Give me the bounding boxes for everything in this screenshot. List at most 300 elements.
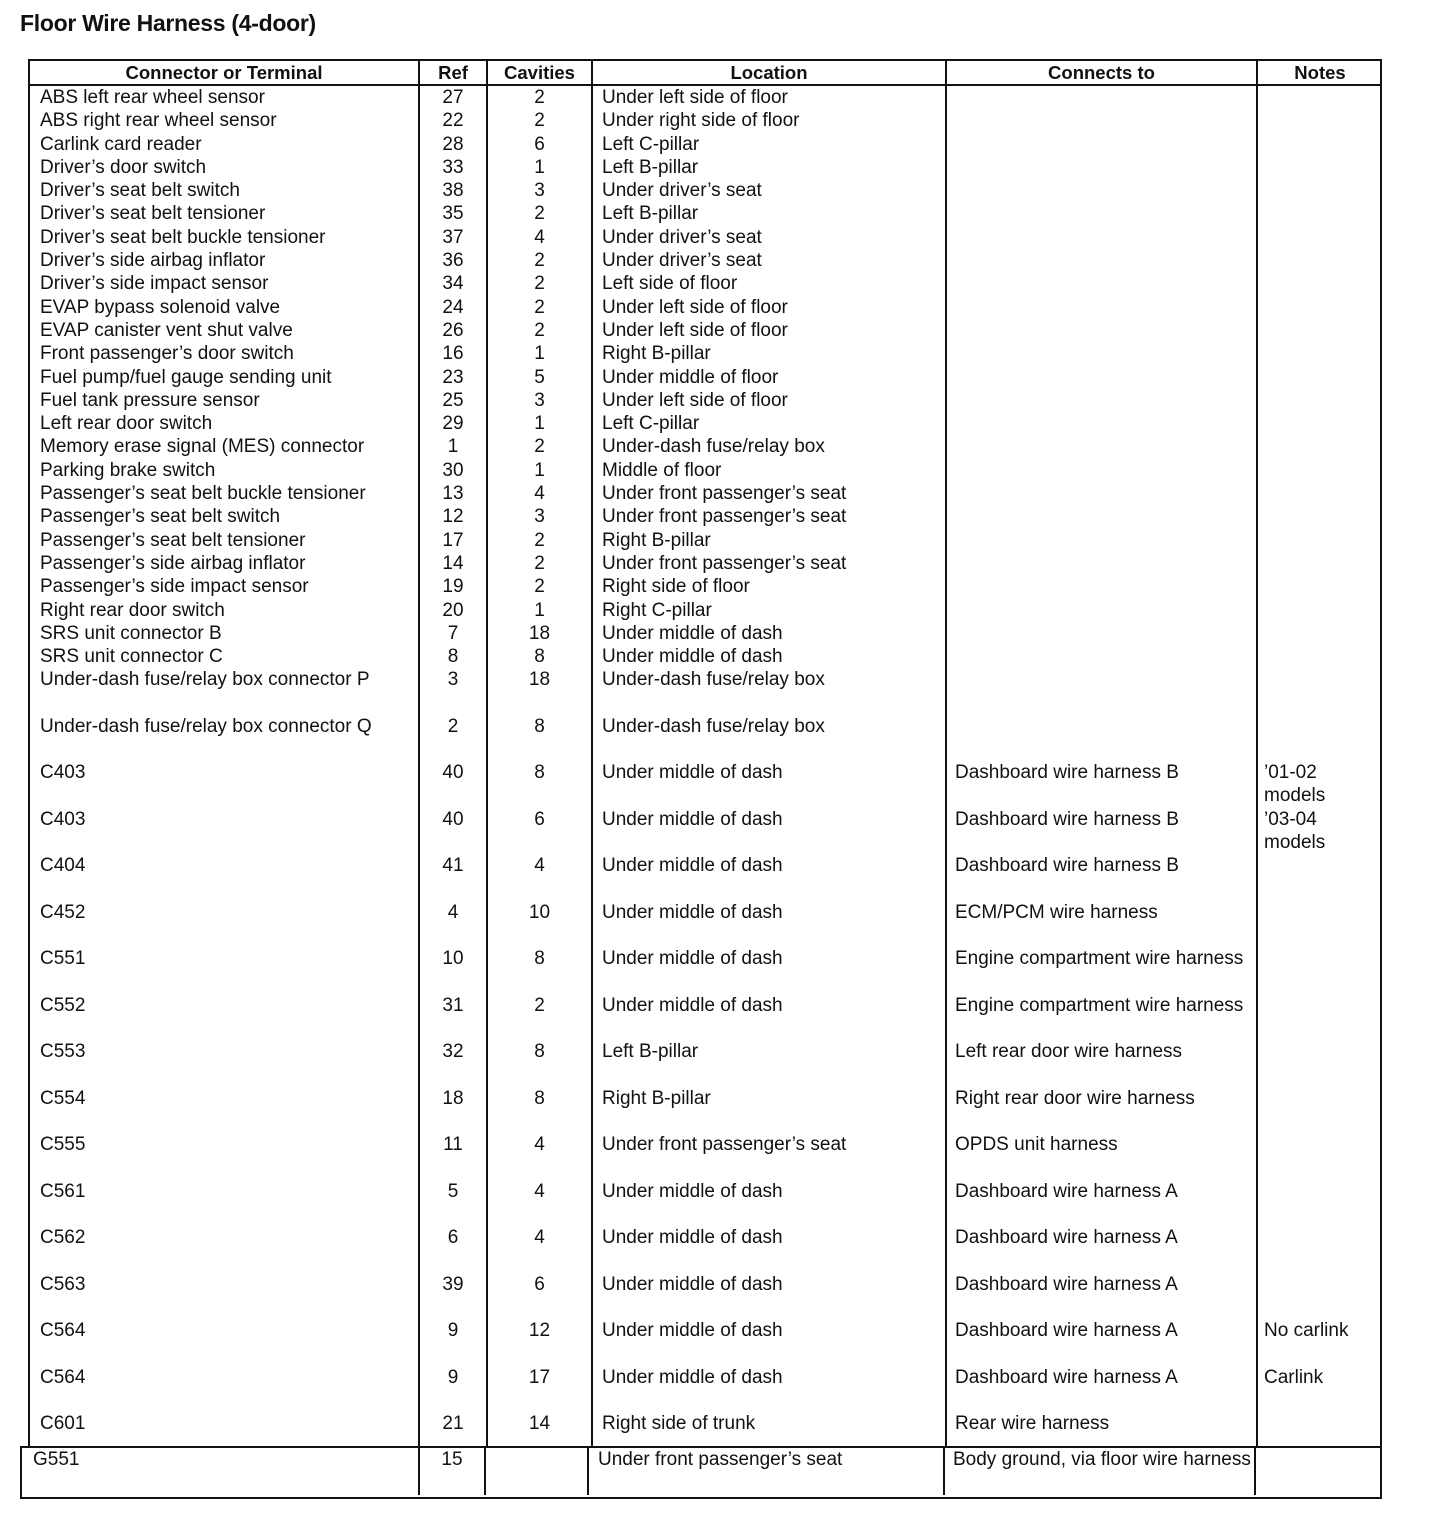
cell-cavities: 2 <box>487 319 592 342</box>
table-row <box>30 366 1382 389</box>
table-row <box>30 808 1382 855</box>
cell-connector: C404 <box>40 855 86 877</box>
cell-connector: Carlink card reader <box>40 133 202 155</box>
cell-ref: 40 <box>419 808 487 855</box>
cell-connector: EVAP canister vent shut valve <box>40 319 293 341</box>
cell-connector: Passenger’s seat belt switch <box>40 506 281 528</box>
cell-ref: 8 <box>419 645 487 668</box>
cell-cavities: 5 <box>487 366 592 389</box>
cell-location: Right B-pillar <box>592 1087 946 1134</box>
cell-notes <box>1257 342 1382 365</box>
column-header-ref: Ref <box>419 61 487 85</box>
cell-connects-to <box>946 319 1257 342</box>
cell-location: Right side of floor <box>592 575 946 598</box>
cell-cavities: 2 <box>487 109 592 132</box>
cell-location: Under middle of dash <box>592 947 946 994</box>
cell-connector: Front passenger’s door switch <box>40 343 294 365</box>
cell-connector: Fuel pump/fuel gauge sending unit <box>40 366 332 388</box>
cell-connector: Passenger’s side airbag inflator <box>40 552 306 574</box>
cell-ref: 37 <box>419 226 487 249</box>
cell-connects-to <box>946 552 1257 575</box>
cell-notes <box>1257 1087 1382 1134</box>
table-row <box>30 109 1382 132</box>
cell-notes <box>1257 319 1382 342</box>
cell-ref: 25 <box>419 389 487 412</box>
cell-location: Left C-pillar <box>592 412 946 435</box>
cell-connects-to <box>946 156 1257 179</box>
table-row <box>30 202 1382 225</box>
cell-location: Under driver’s seat <box>592 249 946 272</box>
page-title: Floor Wire Harness (4-door) <box>20 10 316 36</box>
cell-ref: 32 <box>419 1040 487 1087</box>
cell-cavities: 2 <box>487 249 592 272</box>
cell-cavities: 17 <box>487 1366 592 1413</box>
table-row <box>30 622 1382 645</box>
cell-location: Under left side of floor <box>592 389 946 412</box>
cell-ref: 28 <box>419 133 487 156</box>
cell-ref: 4 <box>419 901 487 948</box>
table-row <box>30 435 1382 458</box>
cell-connects-to <box>946 575 1257 598</box>
table-row <box>30 552 1382 575</box>
table-row <box>30 1087 1382 1134</box>
cell-connector: Driver’s side airbag inflator <box>40 250 266 272</box>
cell-ref: 3 <box>419 668 487 715</box>
harness-table <box>28 59 1382 1499</box>
cell-connects-to <box>946 296 1257 319</box>
cell-ref: 17 <box>419 529 487 552</box>
cell-notes <box>1257 1180 1382 1227</box>
cell-connects-to <box>946 342 1257 365</box>
table-row <box>30 505 1382 528</box>
table-row <box>30 599 1382 622</box>
cell-connector: Parking brake switch <box>40 459 216 481</box>
cell-connector: Driver’s seat belt switch <box>40 180 240 202</box>
cell-connects-to <box>946 109 1257 132</box>
cell-notes <box>1257 529 1382 552</box>
cell-location: Left B-pillar <box>592 1040 946 1087</box>
cell-cavities: 2 <box>487 994 592 1041</box>
table-row <box>30 901 1382 948</box>
cell-connector: Left rear door switch <box>40 413 213 435</box>
table-row <box>30 156 1382 179</box>
cell-location: Left B-pillar <box>592 202 946 225</box>
cell-cavities: 12 <box>487 1319 592 1366</box>
cell-ref: 23 <box>419 366 487 389</box>
cell-ref: 6 <box>419 1226 487 1273</box>
cell-location: Middle of floor <box>592 459 946 482</box>
cell-notes: ’01-02 models <box>1257 761 1382 808</box>
table-row <box>30 645 1382 668</box>
cell-connects-to: Dashboard wire harness A <box>946 1226 1257 1273</box>
cell-location: Under middle of dash <box>592 994 946 1041</box>
cell-location: Under middle of dash <box>592 1273 946 1320</box>
cell-connects-to <box>946 179 1257 202</box>
cell-connects-to <box>946 599 1257 622</box>
cell-connector: Passenger’s seat belt tensioner <box>40 529 306 551</box>
cell-ref: 34 <box>419 272 487 295</box>
cell-cavities: 2 <box>487 575 592 598</box>
table-row <box>30 1226 1382 1273</box>
cell-ref: 22 <box>419 109 487 132</box>
cell-notes <box>1257 202 1382 225</box>
cell-connector: Driver’s seat belt tensioner <box>40 203 266 225</box>
cell-connector: EVAP bypass solenoid valve <box>40 296 281 318</box>
cell-notes <box>1257 645 1382 668</box>
table-row-ground <box>22 1448 1380 1495</box>
table-row <box>30 459 1382 482</box>
cell-notes <box>1257 1133 1382 1180</box>
cell-location: Under middle of dash <box>592 1319 946 1366</box>
table-body <box>30 85 1382 1459</box>
cell-ref: 21 <box>419 1412 487 1459</box>
cell-location: Under right side of floor <box>592 109 946 132</box>
cell-location: Under-dash fuse/relay box <box>592 715 946 762</box>
cell-location: Under front passenger’s seat <box>592 505 946 528</box>
cell-ref: 39 <box>419 1273 487 1320</box>
cell-ref: 33 <box>419 156 487 179</box>
table-row <box>30 249 1382 272</box>
table-row <box>30 1273 1382 1320</box>
cell-cavities <box>485 1448 588 1495</box>
cell-connector: SRS unit connector B <box>40 622 222 644</box>
cell-connects-to: Dashboard wire harness B <box>946 808 1257 855</box>
cell-connects-to: Right rear door wire harness <box>946 1087 1257 1134</box>
cell-connector: ABS right rear wheel sensor <box>40 110 277 132</box>
cell-connects-to <box>946 85 1257 109</box>
table-row <box>30 389 1382 412</box>
cell-cavities: 8 <box>487 947 592 994</box>
cell-location: Under middle of dash <box>592 645 946 668</box>
cell-notes <box>1257 296 1382 319</box>
cell-connector: C551 <box>40 948 86 970</box>
table-row <box>30 1319 1382 1366</box>
cell-location: Under driver’s seat <box>592 226 946 249</box>
cell-cavities: 14 <box>487 1412 592 1459</box>
cell-connector: Under-dash fuse/relay box connector Q <box>40 715 372 737</box>
cell-connects-to <box>946 645 1257 668</box>
cell-ref: 30 <box>419 459 487 482</box>
cell-connector: Driver’s seat belt buckle tensioner <box>40 226 326 248</box>
cell-location: Under-dash fuse/relay box <box>592 668 946 715</box>
cell-connector: C555 <box>40 1134 86 1156</box>
cell-location: Under front passenger’s seat <box>592 552 946 575</box>
table-row <box>30 412 1382 435</box>
cell-notes <box>1257 901 1382 948</box>
cell-connector: C564 <box>40 1320 86 1342</box>
harness-table-grid <box>30 61 1382 1459</box>
cell-location: Under left side of floor <box>592 319 946 342</box>
cell-connector: Right rear door switch <box>40 599 225 621</box>
cell-connects-to: Dashboard wire harness A <box>946 1180 1257 1227</box>
cell-notes <box>1257 272 1382 295</box>
table-row <box>30 342 1382 365</box>
cell-connector: C554 <box>40 1087 86 1109</box>
cell-ref: 9 <box>419 1366 487 1413</box>
cell-location: Left side of floor <box>592 272 946 295</box>
cell-cavities: 3 <box>487 505 592 528</box>
cell-connects-to: Body ground, via floor wire harness <box>944 1448 1255 1495</box>
cell-cavities: 18 <box>487 668 592 715</box>
cell-cavities: 4 <box>487 482 592 505</box>
cell-location: Under front passenger’s seat <box>588 1448 944 1495</box>
cell-notes <box>1257 552 1382 575</box>
cell-ref: 36 <box>419 249 487 272</box>
cell-ref: 15 <box>419 1448 485 1495</box>
cell-connector: C403 <box>40 808 86 830</box>
cell-notes <box>1257 389 1382 412</box>
cell-location: Under front passenger’s seat <box>592 1133 946 1180</box>
cell-cavities: 1 <box>487 599 592 622</box>
cell-cavities: 10 <box>487 901 592 948</box>
cell-connector: Passenger’s seat belt buckle tensioner <box>40 483 366 505</box>
cell-cavities: 8 <box>487 761 592 808</box>
cell-connects-to <box>946 226 1257 249</box>
table-row <box>30 85 1382 109</box>
cell-notes <box>1257 994 1382 1041</box>
cell-connector: Driver’s door switch <box>40 156 207 178</box>
cell-notes <box>1257 505 1382 528</box>
cell-ref: 11 <box>419 1133 487 1180</box>
cell-ref: 18 <box>419 1087 487 1134</box>
cell-ref: 31 <box>419 994 487 1041</box>
cell-connector: C601 <box>40 1413 86 1435</box>
cell-cavities: 8 <box>487 715 592 762</box>
column-header-cavities: Cavities <box>487 61 592 85</box>
cell-cavities: 4 <box>487 1133 592 1180</box>
cell-location: Under middle of dash <box>592 1180 946 1227</box>
cell-location: Under-dash fuse/relay box <box>592 435 946 458</box>
cell-notes: Carlink <box>1257 1366 1382 1413</box>
cell-connects-to <box>946 459 1257 482</box>
cell-connects-to <box>946 482 1257 505</box>
cell-location: Under middle of dash <box>592 622 946 645</box>
cell-location: Right B-pillar <box>592 342 946 365</box>
cell-ref: 5 <box>419 1180 487 1227</box>
cell-ref: 1 <box>419 435 487 458</box>
cell-notes <box>1257 156 1382 179</box>
cell-notes <box>1257 226 1382 249</box>
cell-ref: 26 <box>419 319 487 342</box>
cell-connector: Fuel tank pressure sensor <box>40 389 260 411</box>
cell-notes <box>1257 109 1382 132</box>
cell-connects-to: Dashboard wire harness B <box>946 761 1257 808</box>
cell-ref: 7 <box>419 622 487 645</box>
cell-connector: SRS unit connector C <box>40 646 223 668</box>
table-row <box>30 319 1382 342</box>
cell-cavities: 6 <box>487 133 592 156</box>
cell-location: Right side of trunk <box>592 1412 946 1459</box>
cell-notes <box>1257 412 1382 435</box>
cell-connects-to <box>946 622 1257 645</box>
cell-location: Under middle of dash <box>592 761 946 808</box>
cell-location: Under middle of dash <box>592 1226 946 1273</box>
cell-ref: 40 <box>419 761 487 808</box>
cell-location: Under left side of floor <box>592 296 946 319</box>
cell-connects-to <box>946 412 1257 435</box>
cell-cavities: 4 <box>487 1226 592 1273</box>
cell-connector: C563 <box>40 1273 86 1295</box>
column-header-notes: Notes <box>1257 61 1382 85</box>
cell-location: Left C-pillar <box>592 133 946 156</box>
cell-ref: 9 <box>419 1319 487 1366</box>
cell-cavities: 4 <box>487 226 592 249</box>
cell-notes <box>1257 715 1382 762</box>
cell-location: Under front passenger’s seat <box>592 482 946 505</box>
cell-notes <box>1257 668 1382 715</box>
cell-ref: 13 <box>419 482 487 505</box>
ground-row-table <box>22 1448 1380 1495</box>
cell-ref: 38 <box>419 179 487 202</box>
cell-connects-to <box>946 249 1257 272</box>
cell-location: Under middle of dash <box>592 854 946 901</box>
cell-location: Left B-pillar <box>592 156 946 179</box>
table-row <box>30 1040 1382 1087</box>
table-row <box>30 482 1382 505</box>
table-row <box>30 994 1382 1041</box>
cell-connector: C564 <box>40 1366 86 1388</box>
cell-notes <box>1257 249 1382 272</box>
cell-connector: C403 <box>40 762 86 784</box>
cell-notes <box>1257 854 1382 901</box>
column-header-connector: Connector or Terminal <box>30 61 419 85</box>
cell-notes <box>1257 599 1382 622</box>
table-row <box>30 1366 1382 1413</box>
cell-location: Under middle of dash <box>592 901 946 948</box>
cell-cavities: 1 <box>487 412 592 435</box>
table-row <box>30 529 1382 552</box>
cell-connector: Passenger’s side impact sensor <box>40 576 309 598</box>
cell-connects-to: Engine compartment wire harness <box>946 994 1257 1041</box>
cell-connector: ABS left rear wheel sensor <box>40 87 265 108</box>
cell-cavities: 2 <box>487 435 592 458</box>
cell-location: Right B-pillar <box>592 529 946 552</box>
cell-notes: No carlink <box>1257 1319 1382 1366</box>
cell-connector: G551 <box>33 1449 80 1470</box>
cell-notes <box>1257 1040 1382 1087</box>
cell-cavities: 6 <box>487 808 592 855</box>
cell-connects-to <box>946 435 1257 458</box>
cell-cavities: 4 <box>487 1180 592 1227</box>
table-header-row <box>30 61 1382 85</box>
table-row <box>30 272 1382 295</box>
cell-cavities: 2 <box>487 296 592 319</box>
cell-location: Under middle of dash <box>592 808 946 855</box>
cell-cavities: 1 <box>487 156 592 179</box>
cell-connects-to <box>946 272 1257 295</box>
table-row <box>30 575 1382 598</box>
cell-cavities: 2 <box>487 272 592 295</box>
cell-connects-to: OPDS unit harness <box>946 1133 1257 1180</box>
cell-ref: 41 <box>419 854 487 901</box>
table-row <box>30 761 1382 808</box>
cell-connects-to <box>946 389 1257 412</box>
cell-notes <box>1257 459 1382 482</box>
cell-connects-to: Engine compartment wire harness <box>946 947 1257 994</box>
cell-notes <box>1257 575 1382 598</box>
cell-ref: 12 <box>419 505 487 528</box>
cell-ref: 35 <box>419 202 487 225</box>
column-header-connects-to: Connects to <box>946 61 1257 85</box>
cell-connector: Driver’s side impact sensor <box>40 273 269 295</box>
cell-location: Right C-pillar <box>592 599 946 622</box>
cell-ref: 20 <box>419 599 487 622</box>
cell-cavities: 18 <box>487 622 592 645</box>
cell-location: Under left side of floor <box>592 85 946 109</box>
cell-notes: ’03-04 models <box>1257 808 1382 855</box>
cell-connector: C561 <box>40 1180 86 1202</box>
cell-cavities: 4 <box>487 854 592 901</box>
cell-connects-to <box>946 366 1257 389</box>
cell-cavities: 2 <box>487 552 592 575</box>
table-row <box>30 668 1382 715</box>
cell-cavities: 6 <box>487 1273 592 1320</box>
cell-connector: C553 <box>40 1041 86 1063</box>
cell-connects-to <box>946 529 1257 552</box>
cell-ref: 27 <box>419 85 487 109</box>
cell-notes <box>1257 435 1382 458</box>
cell-connects-to <box>946 202 1257 225</box>
cell-ref: 16 <box>419 342 487 365</box>
cell-location: Under driver’s seat <box>592 179 946 202</box>
table-row <box>30 226 1382 249</box>
cell-ref: 14 <box>419 552 487 575</box>
cell-notes <box>1257 482 1382 505</box>
cell-cavities: 8 <box>487 1040 592 1087</box>
cell-notes <box>1257 133 1382 156</box>
cell-connector: C452 <box>40 901 86 923</box>
cell-notes <box>1257 622 1382 645</box>
cell-connector: C552 <box>40 994 86 1016</box>
table-row <box>30 1133 1382 1180</box>
cell-cavities: 8 <box>487 645 592 668</box>
cell-ref: 29 <box>419 412 487 435</box>
cell-cavities: 8 <box>487 1087 592 1134</box>
cell-cavities: 3 <box>487 179 592 202</box>
cell-cavities: 2 <box>487 202 592 225</box>
table-row <box>30 133 1382 156</box>
cell-cavities: 2 <box>487 85 592 109</box>
cell-location: Under middle of dash <box>592 1366 946 1413</box>
cell-cavities: 1 <box>487 459 592 482</box>
ground-row-frame <box>20 1446 1382 1499</box>
cell-connects-to <box>946 505 1257 528</box>
cell-cavities: 1 <box>487 342 592 365</box>
cell-cavities: 2 <box>487 529 592 552</box>
cell-notes <box>1255 1448 1380 1495</box>
cell-ref: 24 <box>419 296 487 319</box>
cell-connector: Memory erase signal (MES) connector <box>40 436 365 458</box>
cell-cavities: 3 <box>487 389 592 412</box>
cell-ref: 2 <box>419 715 487 762</box>
cell-notes <box>1257 947 1382 994</box>
table-row <box>30 179 1382 202</box>
cell-connects-to: Dashboard wire harness A <box>946 1319 1257 1366</box>
cell-notes <box>1257 366 1382 389</box>
cell-ref: 19 <box>419 575 487 598</box>
cell-notes <box>1257 179 1382 202</box>
column-header-location: Location <box>592 61 946 85</box>
cell-notes <box>1257 85 1382 109</box>
cell-connects-to: ECM/PCM wire harness <box>946 901 1257 948</box>
table-row <box>30 947 1382 994</box>
cell-connects-to: Dashboard wire harness B <box>946 854 1257 901</box>
cell-connects-to: Dashboard wire harness A <box>946 1366 1257 1413</box>
cell-connects-to <box>946 715 1257 762</box>
cell-location: Under middle of floor <box>592 366 946 389</box>
cell-connects-to: Left rear door wire harness <box>946 1040 1257 1087</box>
cell-connector: C562 <box>40 1227 86 1249</box>
